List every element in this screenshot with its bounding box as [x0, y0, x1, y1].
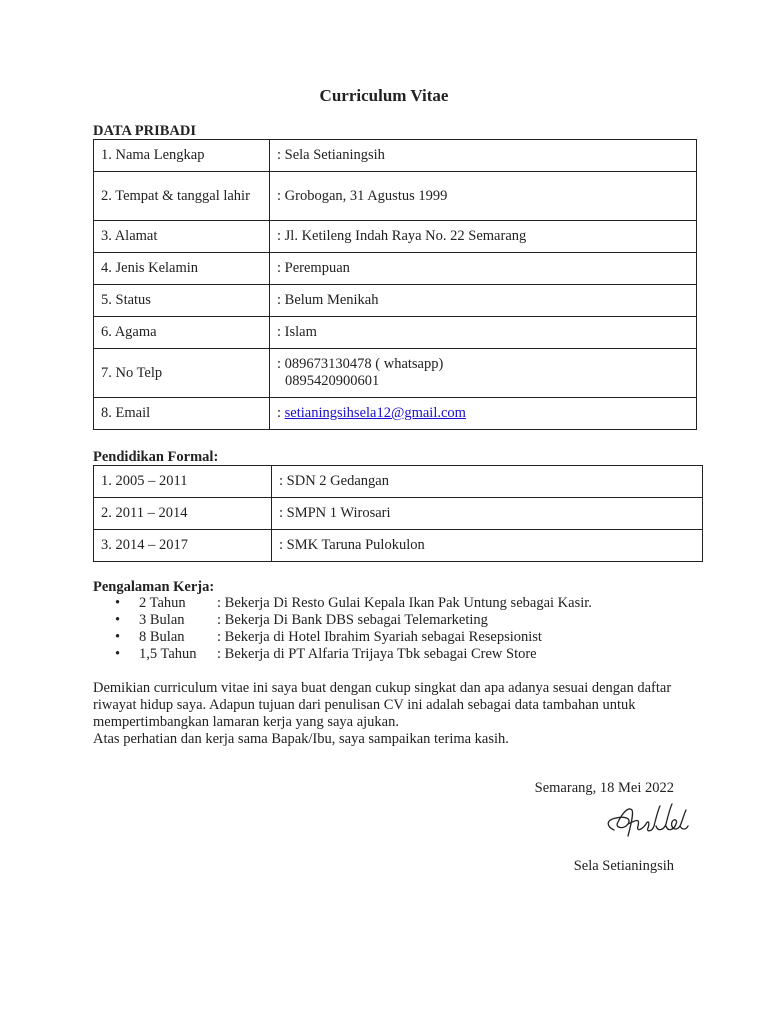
row-value: [270, 398, 697, 430]
row-value: : Islam: [270, 317, 697, 349]
work-heading: Pengalaman Kerja:: [93, 579, 215, 595]
education-school: : SMK Taruna Pulokulon: [272, 530, 703, 562]
row-value: : Grobogan, 31 Agustus 1999: [270, 172, 697, 221]
personal-data-heading: DATA PRIBADI: [93, 123, 196, 139]
phone-whatsapp: : 089673130478 ( whatsapp): [277, 356, 444, 372]
row-value: : Perempuan: [270, 253, 697, 285]
row-label: 1. Nama Lengkap: [94, 140, 270, 172]
row-label: 6. Agama: [94, 317, 270, 349]
row-label: 8. Email: [94, 398, 270, 430]
row-value: : Jl. Ketileng Indah Raya No. 22 Semarang: [270, 221, 697, 253]
signature-icon: [600, 796, 690, 846]
work-period: 3 Bulan: [139, 612, 185, 628]
education-heading: Pendidikan Formal:: [93, 449, 219, 465]
row-value: [270, 349, 697, 398]
work-period: 2 Tahun: [139, 595, 186, 611]
table-row: [94, 253, 697, 285]
education-school: : SDN 2 Gedangan: [272, 466, 703, 498]
work-desc: : Bekerja di PT Alfaria Trijaya Tbk sebagai Crew Store: [217, 646, 537, 662]
bullet-icon: •: [115, 629, 121, 645]
table-row: [94, 349, 697, 398]
phone-secondary: 0895420900601: [285, 373, 380, 389]
row-label: 7. No Telp: [94, 349, 270, 398]
bullet-icon: •: [115, 646, 121, 662]
education-table: [93, 465, 703, 562]
row-label: 5. Status: [94, 285, 270, 317]
work-period: 8 Bulan: [139, 629, 185, 645]
table-row: [94, 466, 703, 498]
bullet-icon: •: [115, 595, 121, 611]
education-school: : SMPN 1 Wirosari: [272, 498, 703, 530]
table-row: [94, 172, 697, 221]
table-row: [94, 498, 703, 530]
work-desc: : Bekerja Di Bank DBS sebagai Telemarketing: [217, 612, 488, 628]
place-date: Semarang, 18 Mei 2022: [534, 780, 674, 796]
education-period: 1. 2005 – 2011: [94, 466, 272, 498]
table-row: [94, 140, 697, 172]
row-label: 4. Jenis Kelamin: [94, 253, 270, 285]
work-desc: : Bekerja Di Resto Gulai Kepala Ikan Pak Untung sebagai Kasir.: [217, 595, 592, 611]
email-link[interactable]: setianingsihsela12@gmail.com: [284, 405, 466, 421]
table-row: [94, 398, 697, 430]
table-row: [94, 530, 703, 562]
signer-name: Sela Setianingsih: [573, 858, 674, 874]
row-label: 2. Tempat & tanggal lahir: [94, 172, 270, 221]
work-desc: : Bekerja di Hotel Ibrahim Syariah sebagai Resepsionist: [217, 629, 542, 645]
table-row: [94, 285, 697, 317]
page-title: Curriculum Vitae: [319, 86, 449, 105]
closing-paragraph: Demikian curriculum vitae ini saya buat dengan cukup singkat dan apa adanya sesuai dengan daftar riwayat hidup saya. Adapun tujuan dari penulisan CV ini adalah sebagai data tambahan untuk mempertimbangkan lamaran kerja yang saya ajukan.: [93, 680, 672, 730]
personal-data-table: [93, 139, 697, 430]
email-prefix: :: [277, 405, 285, 421]
education-period: 2. 2011 – 2014: [94, 498, 272, 530]
work-period: 1,5 Tahun: [139, 646, 197, 662]
row-label: 3. Alamat: [94, 221, 270, 253]
education-period: 3. 2014 – 2017: [94, 530, 272, 562]
row-value: : Sela Setianingsih: [270, 140, 697, 172]
table-row: [94, 221, 697, 253]
bullet-icon: •: [115, 612, 121, 628]
closing-text: [93, 680, 693, 748]
table-row: [94, 317, 697, 349]
row-value: : Belum Menikah: [270, 285, 697, 317]
closing-thanks: Atas perhatian dan kerja sama Bapak/Ibu, saya sampaikan terima kasih.: [93, 731, 509, 747]
